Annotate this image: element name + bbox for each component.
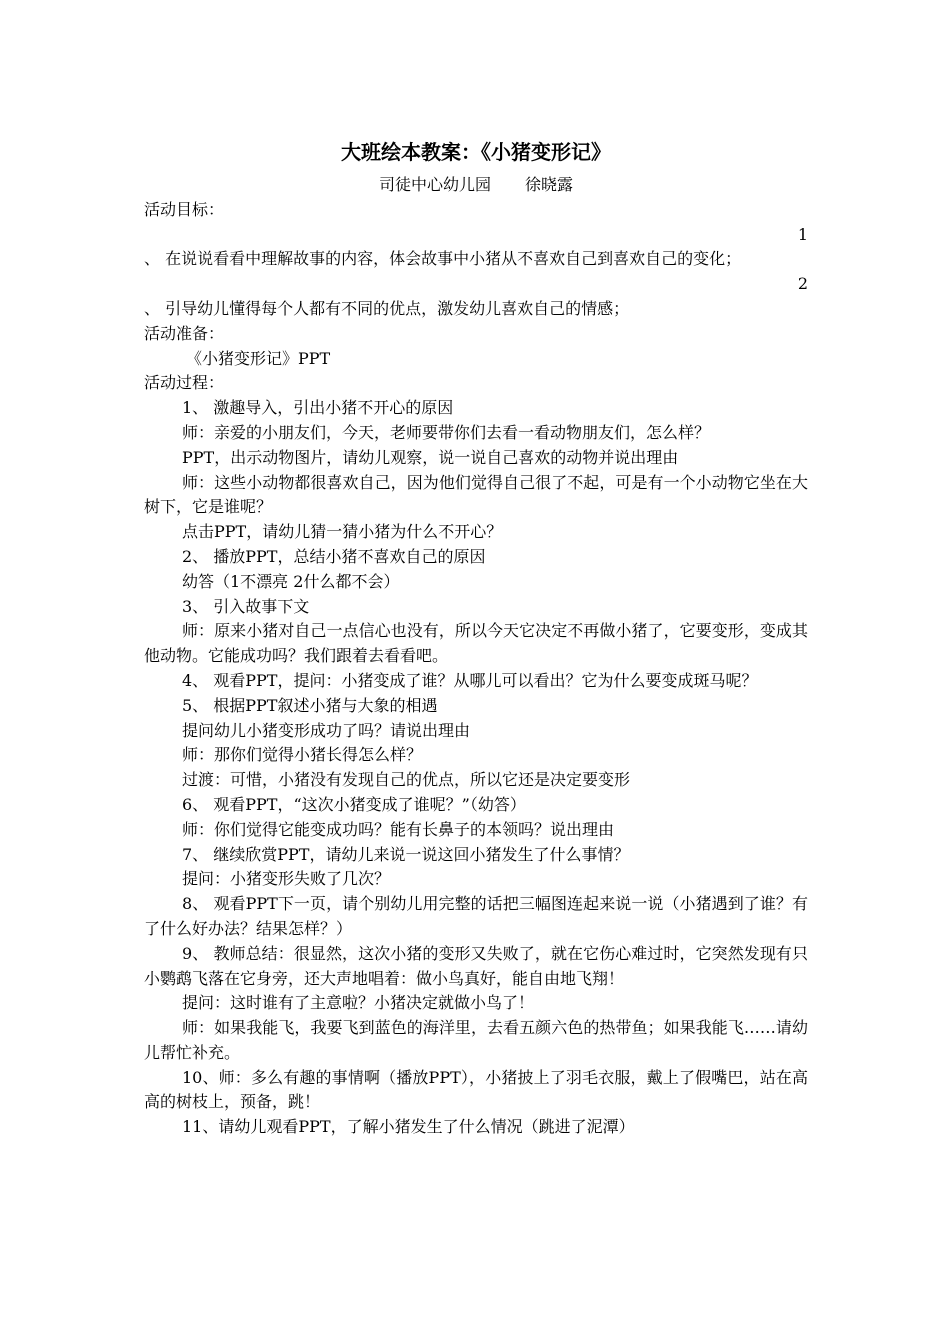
prep-item: 《小猪变形记》PPT [186,348,331,368]
goal-2-number: 2 [797,274,808,294]
goal-2-text: 、 引导幼儿懂得每个人都有不同的优点，激发幼儿喜欢自己的情感； [144,298,630,318]
process-paragraph: 10、师：多么有趣的事情啊（播放PPT），小猪披上了羽毛衣服，戴上了假嘴巴，站在高高的树枝上，预备，跳！ [144,1067,808,1112]
goals-heading: 活动目标： [144,199,225,219]
author-school: 司徒中心幼儿园 [378,175,491,194]
process-paragraph: 2、 播放PPT，总结小猪不喜欢自己的原因 [182,546,486,566]
process-paragraph: 1、 激趣导入，引出小猪不开心的原因 [182,398,454,418]
process-paragraph: 师：你们觉得它能变成功吗？能有长鼻子的本领吗？说出理由 [182,819,615,839]
goal-1-text: 、 在说说看看中理解故事的内容，体会故事中小猪从不喜欢自己到喜欢自己的变化； [144,249,742,269]
process-paragraph: 师：如果我能飞，我要飞到蓝色的海洋里，去看五颜六色的热带鱼；如果我能飞……请幼儿帮忙补充。 [144,1018,808,1062]
process-paragraph: 师：那你们觉得小猪长得怎么样？ [182,745,423,765]
process-paragraph: 师：亲爱的小朋友们，今天，老师要带你们去看一看动物朋友们，怎么样？ [182,422,711,442]
process-paragraph: 7、 继续欣赏PPT，请幼儿来说一说这回小猪发生了什么事情？ [182,844,630,864]
process-paragraph: 4、 观看PPT，提问：小猪变成了谁？从哪儿可以看出？它为什么要变成斑马呢？ [182,670,758,690]
process-paragraph: 8、 观看PPT下一页，请个别幼儿用完整的话把三幅图连起来说一说（小猪遇到了谁？有了什么好办法？结果怎样？） [144,894,808,938]
process-paragraph: 师：这些小动物都很喜欢自己，因为他们觉得自己很了不起，可是有一个小动物它坐在大树下，它是谁呢？ [144,472,808,517]
process-paragraph: 5、 根据PPT叙述小猪与大象的相遇 [182,695,438,715]
process-paragraph: 提问：小猪变形失败了几次？ [182,869,391,889]
author-line [144,173,808,198]
author-name: 徐晓露 [525,175,574,194]
document-body [144,138,808,1140]
process-paragraph: 提问：这时谁有了主意啦？小猪决定就做小鸟了！ [182,993,535,1013]
process-paragraph: 点击PPT，请幼儿猜一猜小猪为什么不开心？ [182,522,503,542]
process-paragraph: 提问幼儿小猪变形成功了吗？请说出理由 [182,720,471,740]
process-paragraph: 3、 引入故事下文 [182,596,310,616]
process-paragraph: PPT，出示动物图片，请幼儿观察，说一说自己喜欢的动物并说出理由 [182,447,679,467]
goal-1-number: 1 [797,224,808,244]
process-paragraph: 6、 观看PPT，“这次小猪变成了谁呢？”（幼答） [182,794,526,814]
process-paragraph: 11、请幼儿观看PPT，了解小猪发生了什么情况（跳进了泥潭） [182,1117,635,1137]
process-paragraph: 师：原来小猪对自己一点信心也没有，所以今天它决定不再做小猪了，它要变形，变成其他动物。它能成功吗？我们跟着去看看吧。 [144,621,808,666]
prep-heading: 活动准备： [144,323,225,343]
process-paragraph: 幼答（1不漂亮 2什么都不会） [182,571,400,591]
process-paragraph: 过渡：可惜，小猪没有发现自己的优点，所以它还是决定要变形 [182,770,631,790]
process-paragraph: 9、 教师总结：很显然，这次小猪的变形又失败了，就在它伤心难过时，它突然发现有只小鹦鹉飞落在它身旁，还大声地唱着：做小鸟真好，能自由地飞翔！ [144,943,808,988]
process-heading: 活动过程： [144,373,225,393]
document-title: 大班绘本教案：《小猪变形记》 [341,140,611,164]
